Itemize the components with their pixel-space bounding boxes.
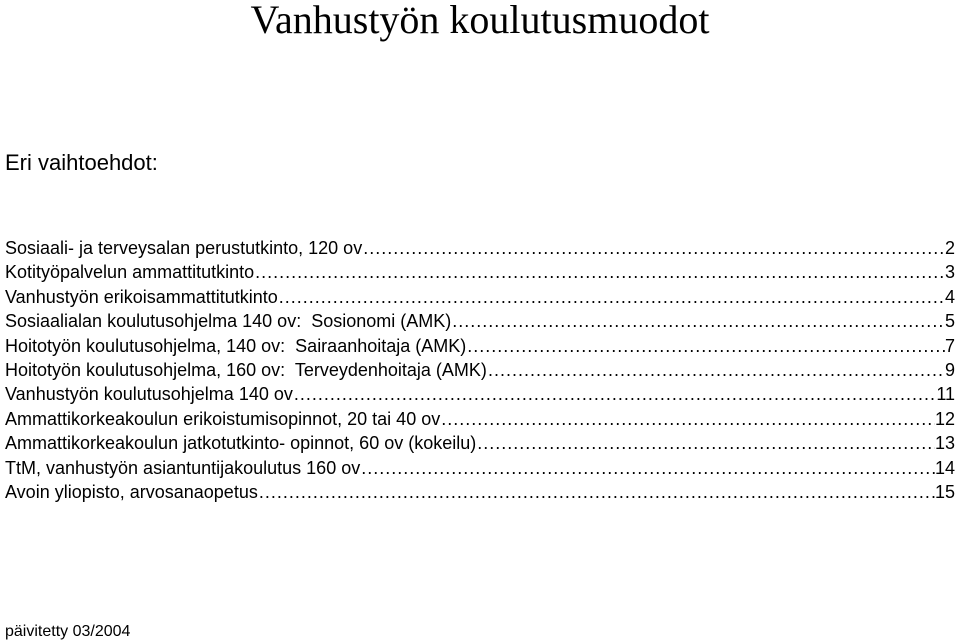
dot-leader: [466, 334, 945, 358]
toc-page-number: 12: [934, 408, 955, 429]
dot-leader: [451, 309, 945, 333]
dot-leader: [258, 480, 935, 504]
toc-page-number: 4: [944, 286, 955, 307]
dot-leader: [254, 260, 945, 284]
toc-entry[interactable]: [5, 358, 955, 382]
toc-page-number: 7: [944, 335, 955, 356]
toc-entry[interactable]: [5, 309, 955, 333]
toc-entry-label: Ammattikorkeakoulun jatkotutkinto- opinnot, 60 ov (kokeilu): [5, 433, 477, 454]
toc-entry-label: Sosiaalialan koulutusohjelma 140 ov: Sosionomi (AMK): [5, 311, 452, 332]
toc-entry[interactable]: [5, 456, 955, 480]
toc-entry-label: Kotityöpalvelun ammattitutkinto: [5, 262, 255, 283]
toc-page-number: 14: [934, 457, 955, 478]
toc-entry-label: Vanhustyön koulutusohjelma 140 ov: [5, 384, 293, 405]
toc-entry-label: Sosiaali- ja terveysalan perustutkinto, 120 ov: [5, 238, 363, 258]
dot-leader: [440, 407, 935, 431]
dot-leader: [293, 382, 936, 406]
toc-entry[interactable]: [5, 480, 955, 504]
toc-entry-label: Avoin yliopisto, arvosanaopetus: [5, 481, 258, 502]
dot-leader: [278, 285, 945, 309]
toc-entry[interactable]: [5, 334, 955, 358]
toc-page-number: 9: [944, 359, 955, 380]
toc-entry-label: Vanhustyön erikoisammattitutkinto: [5, 286, 278, 307]
toc-entry[interactable]: [5, 431, 955, 455]
toc-entry[interactable]: [5, 285, 955, 309]
toc-page-number: 13: [934, 433, 955, 454]
toc-entry-label: Ammattikorkeakoulun erikoistumisopinnot, 20 tai 40 ov: [5, 408, 441, 429]
toc-entry-label: Hoitotyön koulutusohjelma, 140 ov: Sairaanhoitaja (AMK): [5, 335, 467, 356]
toc-page-number: 15: [934, 481, 955, 502]
dot-leader: [362, 236, 945, 260]
toc-page-number: 2: [944, 238, 955, 258]
toc-page-number: 3: [944, 262, 955, 283]
section-heading: Eri vaihtoehdot:: [5, 150, 158, 175]
update-date: päivitetty 03/2004: [5, 623, 131, 640]
toc-page-number: 5: [944, 311, 955, 332]
dot-leader: [360, 456, 935, 480]
toc-entry[interactable]: [5, 260, 955, 284]
dot-leader: [487, 358, 945, 382]
toc-page-number: 11: [936, 384, 955, 405]
toc-entry[interactable]: [5, 236, 955, 260]
toc-entry[interactable]: [5, 382, 955, 406]
toc-entry[interactable]: [5, 407, 955, 431]
toc-entry-label: Hoitotyön koulutusohjelma, 160 ov: Terveydenhoitaja (AMK): [5, 359, 487, 380]
toc-entry-label: TtM, vanhustyön asiantuntijakoulutus 160 ov: [5, 457, 361, 478]
table-of-contents: [5, 236, 955, 504]
page-title: Vanhustyön koulutusmuodot: [250, 0, 710, 42]
dot-leader: [476, 431, 935, 455]
